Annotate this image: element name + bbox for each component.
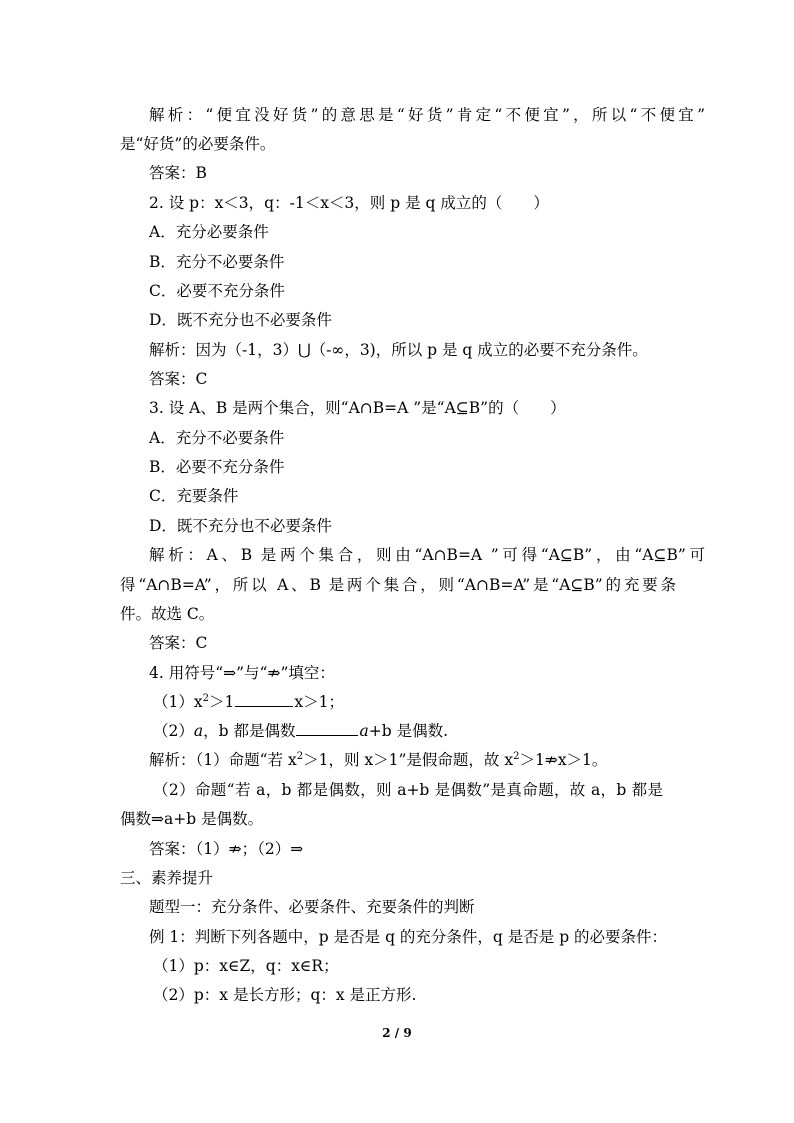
fill1-sup: 2 [202,692,209,704]
q3-analysis-a: 解析：A、B 是两个集合，则由“A∩B=A ”可得“A⊆B”，由“A⊆B”可 [149,546,705,564]
q4-fill-2 [153,720,709,742]
q2-option-c: C．必要不充分条件 [149,282,285,300]
topic-heading: 题型一：充分条件、必要条件、充要条件的判断 [149,898,475,916]
example-1-item-2: （2）p：x 是长方形；q：x 是正方形. [153,986,417,1004]
q4-analysis-2a: （2）命题“若 a，b 都是偶数，则 a+b 是偶数”是真命题，故 a，b 都是 [153,781,663,799]
fill2-mid: ，b 都是偶数 [203,722,296,740]
q2-option-b: B．充分不必要条件 [149,253,285,271]
q4-fill-1 [153,691,709,713]
q4-analysis-sup-a: 2 [296,750,304,762]
page-number: 2 / 9 [382,1026,412,1040]
fill1-prefix: （1）x [153,693,203,711]
fill2-suffix: +b 是偶数. [368,722,448,740]
question-2: 2. 设 p：x＜3，q：-1＜x＜3，则 p 是 q 成立的（ ） [149,194,549,212]
fill1-suffix: x＞1； [294,693,344,711]
q2-analysis: 解析：因为（-1，3）⋃（-∞，3)，所以 p 是 q 成立的必要不充分条件。 [149,341,648,359]
fill2-var-a2: a [359,722,369,740]
q4-analysis-2b: 偶数⇒a+b 是偶数。 [120,810,264,828]
q3-analysis-c: 件。故选 C。 [120,605,215,623]
fill1-mid: ＞1 [208,693,235,711]
q4-answer: 答案：（1）⇏；（2）⇒ [149,840,304,858]
q4-analysis-1a: 解析：（1）命题“若 x [149,751,297,769]
question-4: 4. 用符号“⇒”与“⇏”填空： [149,664,335,682]
q3-answer: 答案：C [149,634,208,652]
q3-option-d: D．既不充分也不必要条件 [149,517,332,535]
section-heading: 三、素养提升 [120,869,214,887]
q3-option-b: B．必要不充分条件 [149,458,285,476]
example-1: 例 1：判断下列各题中，p 是否是 q 的充分条件，q 是否是 p 的必要条件： [149,928,668,946]
line-answer-1: 答案：B [149,164,207,182]
q3-option-c: C．充要条件 [149,487,239,505]
q3-analysis-b: 得“A∩B=A”，所以 A、B 是两个集合，则“A∩B=A”是“A⊆B”的充要条 [120,576,676,594]
q3-option-a: A．充分不必要条件 [149,429,285,447]
q2-option-a: A．充分必要条件 [149,223,269,241]
q4-analysis-1c: ＞1⇏x＞1。 [519,751,608,769]
question-3: 3. 设 A、B 是两个集合，则“A∩B=A ”是“A⊆B”的（ ） [149,399,566,417]
q4-analysis-sup-b: 2 [513,750,520,762]
fill2-prefix: （2） [153,722,194,740]
q4-analysis-1b: ＞1，则 x＞1”是假命题，故 x [303,751,514,769]
example-1-item-1: （1）p：x∈Z，q：x∈R； [153,957,339,975]
line-analysis-1a: 解析：“便宜没好货”的意思是“好货”肯定“不便宜”，所以“不便宜” [149,106,705,124]
q2-option-d: D．既不充分也不必要条件 [149,311,332,329]
fill2-var-a: a [193,722,204,740]
fill1-blank[interactable] [235,692,293,707]
q4-analysis-1 [149,749,705,771]
q2-answer: 答案：C [149,370,208,388]
fill2-blank[interactable] [296,721,358,736]
line-analysis-1b: 是“好货”的必要条件。 [120,135,276,153]
